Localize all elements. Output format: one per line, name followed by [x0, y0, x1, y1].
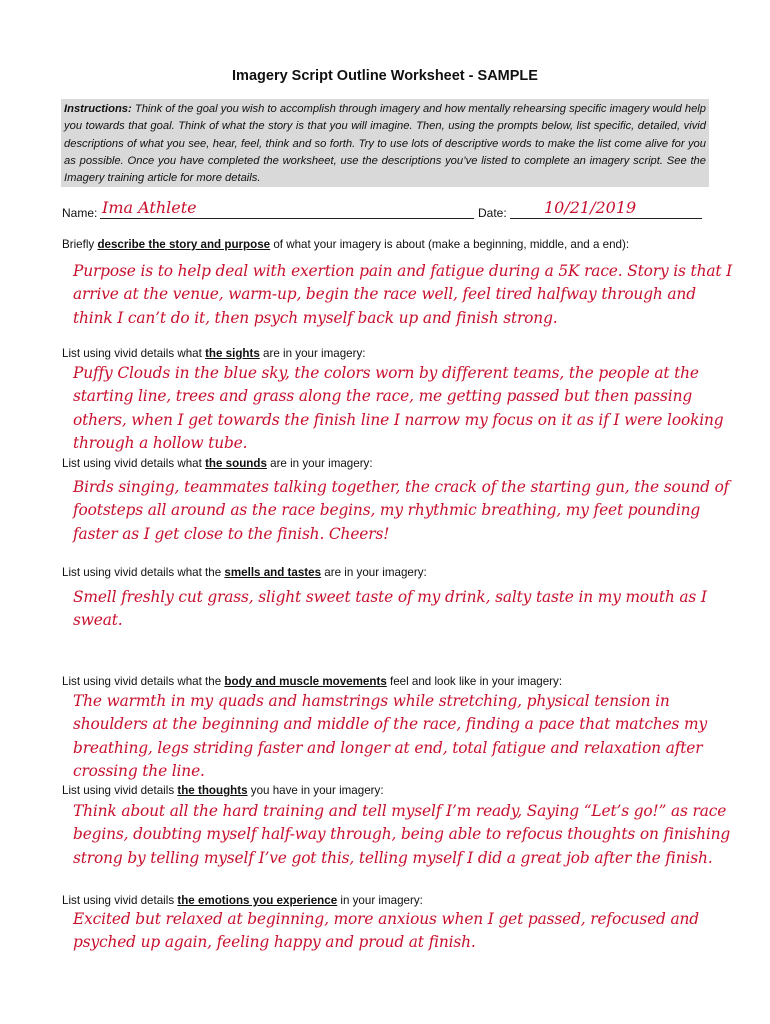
prompt-emotions: [62, 894, 423, 907]
prompt-sounds: [62, 457, 373, 470]
name-value[interactable]: Ima Athlete: [102, 198, 197, 217]
prompt-text: in your imagery:: [337, 894, 423, 907]
date-label: Date:: [478, 206, 507, 220]
name-label: Name:: [62, 206, 98, 220]
answer-smells-tastes[interactable]: Smell freshly cut grass, slight sweet taste of my drink, salty taste in my mouth as I sweat.: [73, 588, 707, 630]
prompt-text: List using vivid details what the: [62, 675, 225, 688]
answer-emotions[interactable]: Excited but relaxed at beginning, more anxious when I get passed, refocused and psyched up again, feeling happy and proud at finish.: [73, 910, 699, 952]
answer-sounds[interactable]: Birds singing, teammates talking together, the crack of the starting gun, the sound of footsteps all around as the race begins, my rhythmic breathing, my feet pounding faster as I get close to the finish. Cheers!: [73, 478, 730, 543]
instructions-box: [61, 99, 709, 187]
prompt-text: List using vivid details what the: [62, 566, 225, 579]
name-date-row: [62, 198, 712, 224]
instructions-label: Instructions:: [64, 103, 132, 115]
instructions-text: Think of the goal you wish to accomplish through imagery and how mentally rehearsing specific imagery would help you towards that goal. Think of what the story is that you will imagine. Then, using the prompts below, list specific, detailed, vivid descriptions of what you see, hear, feel, think and so forth. Try to use lots of descriptive words to make the list come alive for you as possible. Once you have completed the worksheet, use the descriptions you’ve listed to complete an imagery script. See the Imagery training article for more details.: [64, 103, 706, 185]
prompt-text: List using vivid details: [62, 784, 178, 797]
prompt-text: List using vivid details what: [62, 457, 206, 470]
prompt-sights: [62, 347, 366, 360]
prompt-emphasis: the sounds: [205, 457, 267, 470]
prompt-text: List using vivid details: [62, 894, 178, 907]
date-line: [510, 218, 702, 219]
answer-sights[interactable]: Puffy Clouds in the blue sky, the colors worn by different teams, the people at the starting line, trees and grass along the race, me getting passed but then passing others, when I get towards the finish line I narrow my focus on it as if I were looking through a hollow tube.: [73, 364, 724, 453]
prompt-emphasis: the emotions you experience: [177, 894, 338, 907]
prompt-emphasis: the sights: [205, 347, 260, 360]
prompt-text: are in your imagery:: [266, 457, 373, 470]
answer-story-purpose[interactable]: Purpose is to help deal with exertion pain and fatigue during a 5K race. Story is that I arrive at the venue, warm-up, begin the race well, feel tired halfway through and think I can’t do it, then psych myself back up and finish strong.: [73, 262, 733, 327]
prompt-emphasis: the thoughts: [177, 784, 248, 797]
prompt-story-purpose: [62, 238, 629, 251]
prompt-text: are in your imagery:: [259, 347, 366, 360]
prompt-text: Briefly: [62, 238, 98, 251]
worksheet-title: Imagery Script Outline Worksheet - SAMPLE: [232, 68, 538, 84]
prompt-emphasis: describe the story and purpose: [97, 238, 271, 251]
prompt-body-movements: [62, 675, 562, 688]
answer-thoughts[interactable]: Think about all the hard training and tell myself I’m ready, Saying “Let’s go!” as race begins, doubting myself half-way through, being able to refocus thoughts on finishing strong by telling myself I’ve got this, telling myself I did a great job after the finish.: [73, 802, 731, 867]
prompt-text: of what your imagery is about (make a beginning, middle, and a end):: [270, 238, 630, 251]
prompt-text: you have in your imagery:: [247, 784, 384, 797]
prompt-text: are in your imagery:: [321, 566, 427, 579]
date-value[interactable]: 10/21/2019: [544, 198, 637, 217]
prompt-text: feel and look like in your imagery:: [386, 675, 563, 688]
prompt-emphasis: body and muscle movements: [224, 675, 387, 688]
prompt-thoughts: [62, 784, 384, 797]
prompt-emphasis: smells and tastes: [224, 566, 322, 579]
name-line: [100, 218, 474, 219]
prompt-text: List using vivid details what: [62, 347, 206, 360]
answer-body-movements[interactable]: The warmth in my quads and hamstrings while stretching, physical tension in shoulders at the beginning and middle of the race, finding a pace that matches my breathing, legs striding faster and longer at end, total fatigue and relaxation after crossing the line.: [73, 692, 708, 781]
prompt-smells-tastes: [62, 566, 427, 579]
